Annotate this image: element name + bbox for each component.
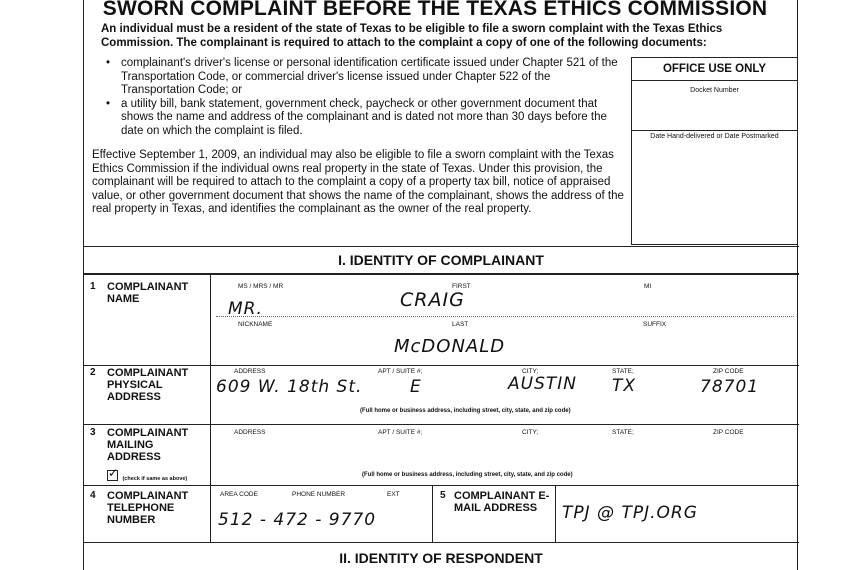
middle-initial-label: MI: [644, 283, 652, 290]
first-name-field[interactable]: CRAIG: [400, 289, 465, 311]
intro-text: An individual must be a resident of the state of Texas to be eligible to file a sworn complaint with the Texas Ethics Commission. The complainant is required to attach to the complaint a copy of one of the following documents:: [101, 23, 723, 49]
same-as-above-label: (check if same as above): [122, 476, 188, 482]
email-label: COMPLAINANT E-MAIL ADDRESS: [454, 490, 550, 514]
row-number: 4: [90, 490, 96, 501]
email-field[interactable]: TPJ @ TPJ.ORG: [562, 503, 698, 523]
office-use-heading: OFFICE USE ONLY: [632, 58, 797, 81]
zip-code-label: ZIP CODE: [713, 368, 744, 375]
city-label: CITY;: [522, 429, 539, 436]
row-number: 1: [90, 281, 96, 292]
physical-city-field[interactable]: AUSTIN: [508, 374, 577, 394]
physical-address-label: COMPLAINANT PHYSICAL ADDRESS: [107, 367, 189, 403]
physical-state-field[interactable]: TX: [612, 376, 637, 396]
first-name-label: FIRST: [452, 283, 471, 290]
apt-suite-label: APT / SUITE #;: [378, 368, 423, 375]
form-title: SWORN COMPLAINT BEFORE THE TEXAS ETHICS COMMISSION: [102, 0, 768, 20]
extension-label: EXT: [387, 491, 400, 498]
list-item: • complainant's driver's license or personal identification certificate issued under Chapter 521 of the Transportation Code, or commercial driver's license issued under Chapter 522 of the Transportation Code; or: [104, 57, 619, 98]
check-icon: [107, 470, 118, 481]
address-note: (Full home or business address, including street, city, state, and zip code): [360, 408, 571, 414]
physical-address-field[interactable]: 609 W. 18th St.: [216, 377, 363, 397]
address-label: ADDRESS: [234, 368, 266, 375]
mailing-address-label: COMPLAINANT MAILING ADDRESS: [107, 427, 189, 463]
list-item: • a utility bill, bank statement, government check, paycheck or other government document that shows the name and address of the complainant and is dated not more than 30 days before the date on which the complaint is filed.: [104, 98, 619, 139]
physical-zip-field[interactable]: 78701: [700, 377, 760, 397]
telephone-label: COMPLAINANT TELEPHONE NUMBER: [107, 490, 189, 526]
title-field[interactable]: MR.: [228, 299, 263, 319]
nickname-label: NICKNAME: [238, 321, 273, 328]
office-use-box: [631, 57, 798, 245]
real-property-paragraph: Effective September 1, 2009, an individual may also be eligible to file a sworn complaint with the Texas Ethics Commission if the individual owns real property in the state of Texas. Under this provision, the complainant will be required to attach to the complaint a copy of a property tax bill, notice of appraised value, or other government document that shows the name of the complainant, shows the address of the real property in Texas, and identifies the complainant as the owner of the real property.: [92, 149, 624, 215]
last-name-label: LAST: [452, 321, 469, 328]
title-label: MS / MRS / MR: [238, 283, 284, 290]
state-label: STATE;: [612, 368, 634, 375]
complainant-name-label: COMPLAINANT NAME: [107, 281, 189, 305]
address-label: ADDRESS: [234, 429, 266, 436]
section-identity-of-respondent: II. IDENTITY OF RESPONDENT: [339, 550, 543, 566]
apt-suite-label: APT / SUITE #;: [378, 429, 423, 436]
section-identity-of-complainant: I. IDENTITY OF COMPLAINANT: [338, 252, 544, 268]
docket-number-label: Docket Number: [690, 87, 739, 94]
row-number: 2: [90, 367, 96, 378]
state-label: STATE;: [612, 429, 634, 436]
last-name-field[interactable]: McDONALD: [394, 336, 506, 357]
phone-number-label: PHONE NUMBER: [292, 491, 346, 498]
required-documents-list: [104, 57, 619, 138]
suffix-label: SUFFIX: [643, 321, 667, 328]
area-code-label: AREA CODE: [220, 491, 258, 498]
zip-code-label: ZIP CODE: [713, 429, 744, 436]
telephone-field[interactable]: 512 - 472 - 9770: [218, 510, 377, 530]
physical-apt-field[interactable]: E: [410, 377, 422, 397]
row-number: 3: [90, 427, 96, 438]
address-note: (Full home or business address, including street, city, state, and zip code): [362, 472, 573, 478]
date-received-label: Date Hand-delivered or Date Postmarked: [650, 133, 779, 140]
same-as-above-checkbox[interactable]: [107, 467, 187, 485]
row-number: 5: [440, 490, 446, 501]
city-label: CITY;: [522, 368, 539, 375]
